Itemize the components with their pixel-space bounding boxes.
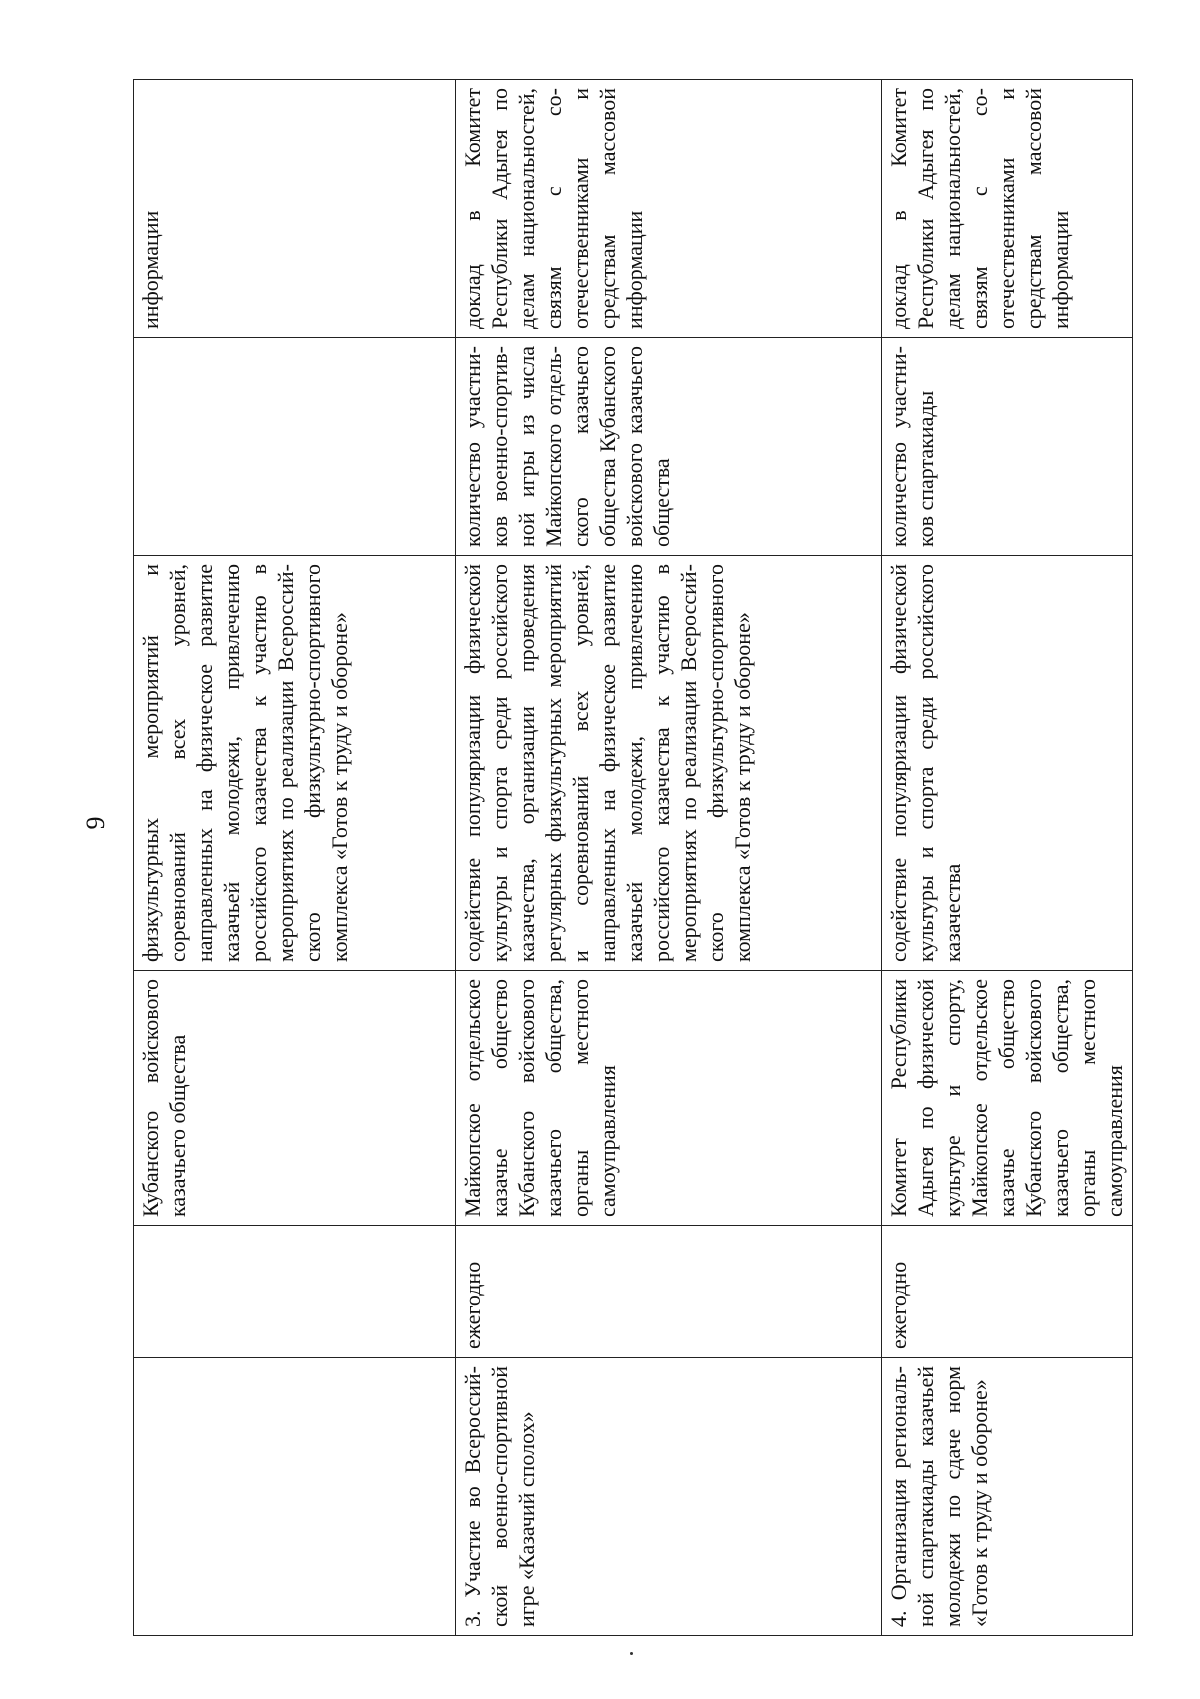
indicator-cell: количество участников военно-спортивной игры из числа Майкопского отдельского казачьего общества Кубанского войскового казачьего общества bbox=[456, 338, 882, 556]
executors-cell: Комитет Республики Адыгея по физической культуре и спорту, Майкопское отдельское казачье общество Кубанского войскового казачьего общества, органы местного самоуправления bbox=[882, 971, 1133, 1226]
page-number: 9 bbox=[81, 816, 110, 830]
table-row bbox=[882, 80, 1133, 1636]
executors-cell: Кубанского войскового казачьего общества bbox=[134, 971, 456, 1226]
goals-cell: содействие популяризации физической культуры и спорта среди российского казачества bbox=[882, 556, 1133, 971]
report-cell: доклад в Комитет Республики Адыгея по делам национальностей, связям с соотечественниками и средствам массовой информации bbox=[456, 80, 882, 338]
indicator-cell: количество участников спартакиады bbox=[882, 338, 1133, 556]
goals-cell: содействие популяризации физической культуры и спорта среди российского казачества, организации проведения регулярных физкультурных мероприятий и соревнований всех уровней, направленных на физическое развитие казачьей молодежи, привлечению российского казачества к участию в мероприятиях по реализации Всероссийского физкультурно-спортивного комплекса «Готов к труду и обороне» bbox=[456, 556, 882, 971]
report-cell: доклад в Комитет Республики Адыгея по делам национальностей, связям с соотечественниками и средствам массовой информации bbox=[882, 80, 1133, 338]
table-row bbox=[134, 80, 456, 1636]
goals-cell: физкультурных мероприятий и соревнований всех уровней, направленных на физическое развитие казачьей молодежи, привлечению российского казачества к участию в мероприятиях по реализации Всероссийского физкультурно-спортивного комплекса «Готов к труду и обороне» bbox=[134, 556, 456, 971]
table-row bbox=[456, 80, 882, 1636]
term-cell: ежегодно bbox=[456, 1226, 882, 1358]
term-cell: ежегодно bbox=[882, 1226, 1133, 1358]
term-cell bbox=[134, 1226, 456, 1358]
rotated-table-container bbox=[133, 80, 1127, 1636]
executors-cell: Майкопское отдельское казачье общество Кубанского войскового казачьего общества, органы местного самоуправления bbox=[456, 971, 882, 1226]
event-cell: 4. Организация региональной спартакиады казачьей молодежи по сдаче норм «Готов к труду и обороне» bbox=[882, 1358, 1133, 1636]
event-cell bbox=[134, 1358, 456, 1636]
report-cell: информации bbox=[134, 80, 456, 338]
scan-speck bbox=[630, 1652, 633, 1655]
indicator-cell bbox=[134, 338, 456, 556]
events-table bbox=[133, 79, 1133, 1636]
event-cell: 3. Участие во Всероссийской военно-спортивной игре «Казачий сполох» bbox=[456, 1358, 882, 1636]
